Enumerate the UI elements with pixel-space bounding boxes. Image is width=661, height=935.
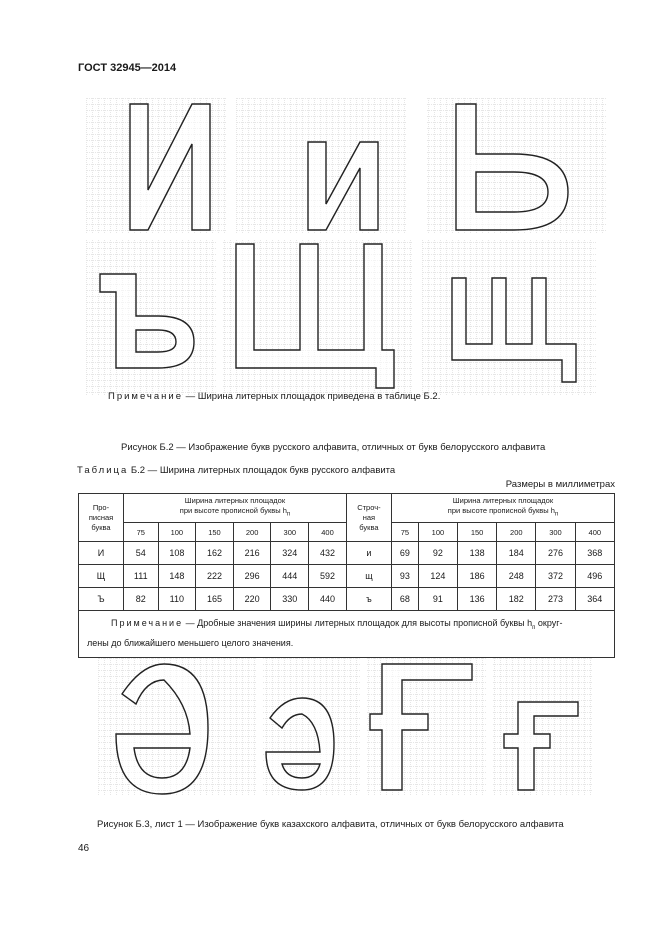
size-cell: 300 — [271, 523, 309, 542]
size-cell: 100 — [418, 523, 457, 542]
value-cell: 364 — [575, 588, 614, 611]
value-cell: 54 — [124, 542, 159, 565]
value-cell: 184 — [497, 542, 536, 565]
page-header: ГОСТ 32945—2014 — [78, 62, 177, 74]
value-cell: 330 — [271, 588, 309, 611]
col-upper-header: Про- писная буква — [79, 494, 124, 542]
lower-letter-cell: ъ — [346, 588, 391, 611]
table-row — [79, 565, 615, 588]
size-cell: 150 — [196, 523, 234, 542]
table-b2-title: Таблица Б.2 — Ширина литерных площадок букв русского алфавита — [77, 465, 396, 476]
value-cell: 108 — [158, 542, 196, 565]
value-cell: 222 — [196, 565, 234, 588]
value-cell: 368 — [575, 542, 614, 565]
col-lower-header: Строч- ная буква — [346, 494, 391, 542]
figure-b2-caption: Рисунок Б.2 — Изображение букв русского алфавита, отличных от букв белорусского алфавита — [121, 442, 546, 453]
value-cell: 92 — [418, 542, 457, 565]
upper-letter-cell: И — [79, 542, 124, 565]
figure-b3-caption: Рисунок Б.3, лист 1 — Изображение букв казахского алфавита, отличных от букв белорусского алфавита — [97, 819, 564, 830]
value-cell: 296 — [233, 565, 271, 588]
value-cell: 273 — [536, 588, 575, 611]
upper-letter-cell: Щ — [79, 565, 124, 588]
value-cell: 186 — [458, 565, 497, 588]
value-cell: 220 — [233, 588, 271, 611]
value-cell: 110 — [158, 588, 196, 611]
size-cell: 300 — [536, 523, 575, 542]
value-cell: 82 — [124, 588, 159, 611]
figure-b2-letters — [86, 98, 616, 398]
value-cell: 248 — [497, 565, 536, 588]
size-cell: 75 — [391, 523, 418, 542]
size-cell: 75 — [124, 523, 159, 542]
size-cell: 150 — [458, 523, 497, 542]
value-cell: 136 — [458, 588, 497, 611]
value-cell: 162 — [196, 542, 234, 565]
value-cell: 276 — [536, 542, 575, 565]
value-cell: 324 — [271, 542, 309, 565]
lower-letter-cell: и — [346, 542, 391, 565]
value-cell: 440 — [309, 588, 347, 611]
size-cell: 400 — [309, 523, 347, 542]
value-cell: 432 — [309, 542, 347, 565]
size-cell: 200 — [233, 523, 271, 542]
page-number: 46 — [78, 843, 90, 854]
value-cell: 124 — [418, 565, 457, 588]
value-cell: 496 — [575, 565, 614, 588]
value-cell: 444 — [271, 565, 309, 588]
value-cell: 111 — [124, 565, 159, 588]
value-cell: 148 — [158, 565, 196, 588]
value-cell: 69 — [391, 542, 418, 565]
value-cell: 216 — [233, 542, 271, 565]
table-row — [79, 588, 615, 611]
figure-b2-note: Примечание — Ширина литерных площадок приведена в таблице Б.2. — [108, 391, 441, 402]
figure-b3-letters — [98, 658, 608, 798]
table-row — [79, 542, 615, 565]
value-cell: 165 — [196, 588, 234, 611]
size-cell: 100 — [158, 523, 196, 542]
lower-letter-cell: щ — [346, 565, 391, 588]
value-cell: 68 — [391, 588, 418, 611]
size-cell: 400 — [575, 523, 614, 542]
upper-letter-cell: Ъ — [79, 588, 124, 611]
value-cell: 182 — [497, 588, 536, 611]
table-b2 — [78, 493, 615, 658]
size-cell: 200 — [497, 523, 536, 542]
width-header-upper: Ширина литерных площадок при высоте прописной буквы $h_п$ — [124, 494, 347, 523]
value-cell: 93 — [391, 565, 418, 588]
value-cell: 91 — [418, 588, 457, 611]
width-header-lower: Ширина литерных площадок при высоте прописной буквы $h_п$ — [391, 494, 614, 523]
table-b2-units: Размеры в миллиметрах — [505, 479, 615, 490]
table-b2-note: Примечание — Дробные значения ширины литерных площадок для высоты прописной буквы $h_п$ округ- лены до ближайшего меньшего целого значения. — [79, 611, 615, 658]
value-cell: 592 — [309, 565, 347, 588]
value-cell: 372 — [536, 565, 575, 588]
value-cell: 138 — [458, 542, 497, 565]
